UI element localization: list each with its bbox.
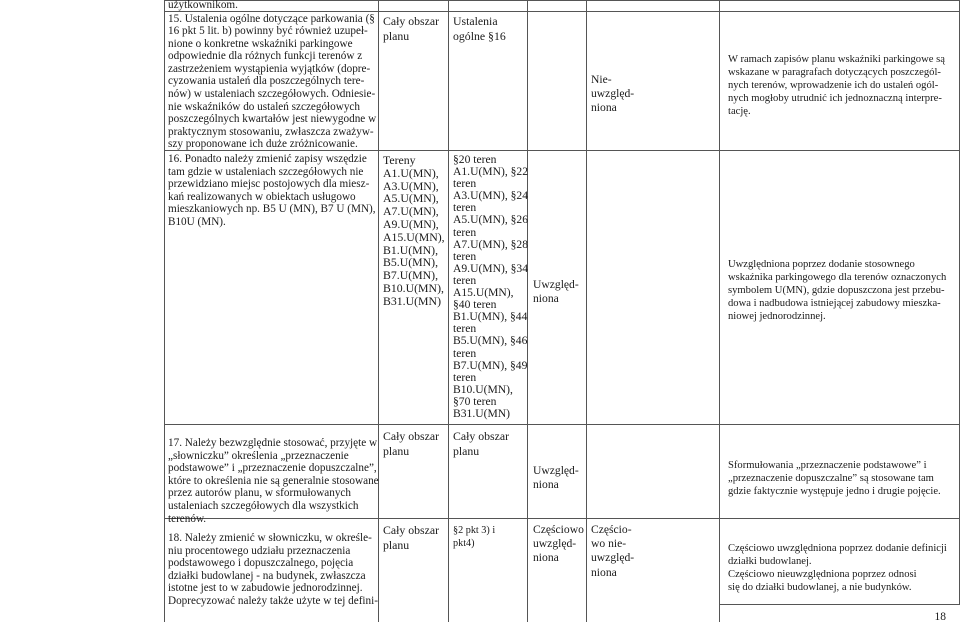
- row-divider: [719, 604, 960, 605]
- text-line: dowa i nadbudowa istniejącej zabudowy mieszka-: [728, 298, 941, 309]
- text-line: działki budowlanej - na budynek, zwłaszcza: [168, 569, 366, 582]
- text-line: Cały obszar: [383, 523, 440, 537]
- text-line: „słowniczku” określenia „przeznaczenie: [168, 449, 349, 462]
- text-line: B7.U(MN),: [383, 268, 439, 283]
- text-line: Częściowo: [533, 523, 584, 536]
- text-line: A1.U(MN), §22: [453, 165, 529, 179]
- text-line: teren: [453, 201, 477, 215]
- text-line: terenów.: [168, 512, 207, 525]
- col2-cell-1: [383, 14, 439, 43]
- col1-item-15: [168, 13, 376, 152]
- col4-cell-3: [533, 464, 579, 492]
- text-line: B1.U(MN),: [383, 242, 439, 257]
- text-line: poszczególnych kwartałów jest niewygodne w: [168, 113, 377, 126]
- text-line: tam gdzie w ustaleniach szczegółowych nie: [168, 165, 364, 178]
- text-line: uwzględ-: [533, 537, 577, 551]
- text-line: 15. Ustalenia ogólne dotyczące parkowania (§: [168, 12, 375, 25]
- text-line: 18. Należy zmienić w słowniczku, w określe-: [168, 532, 372, 544]
- text-line: nych terenów, wprowadzenie ich do ustaleń ogól-: [728, 80, 939, 91]
- text-line: uwzględ-: [591, 87, 635, 101]
- text-line: użytkownikom.: [168, 0, 238, 11]
- text-line: Uwzględniona poprzez dodanie stosownego: [728, 259, 915, 270]
- text-line: Częściowo uwzględniona poprzez dodanie definicji: [728, 543, 947, 554]
- text-line: B5.U(MN), §46: [453, 334, 528, 348]
- col6-cell-2: [728, 258, 946, 323]
- text-line: wo nie-: [591, 537, 627, 551]
- text-line: odpowiednie dla różnych funkcji terenów z: [168, 50, 363, 63]
- text-line: niona: [591, 101, 617, 115]
- text-line: ogólne §16: [453, 28, 506, 43]
- text-line: ustaleniach szczegółowych dla wszystkich: [168, 499, 359, 512]
- text-line: które to określenia nie są generalnie stosowane: [168, 474, 379, 487]
- text-line: Cały obszar: [383, 14, 440, 28]
- text-line: podstawowego i dopuszczalnego, pojęcia: [168, 557, 354, 570]
- text-line: §70 teren: [453, 394, 497, 408]
- text-line: zastrzeżeniem wystąpienia wyjątków (dopre-: [168, 62, 371, 75]
- col1-item-18: [168, 532, 378, 608]
- column-divider: [586, 0, 587, 622]
- col6-cell-3: [728, 459, 941, 498]
- text-line: §20 teren: [453, 153, 497, 166]
- text-line: uwzględ-: [591, 551, 635, 565]
- text-line: teren: [453, 273, 477, 287]
- text-line: niona: [591, 565, 617, 579]
- text-line: niona: [533, 551, 559, 565]
- text-line: symbolem U(MN), gdzie dopuszczona jest przebu-: [728, 285, 945, 296]
- text-line: Cały obszar: [383, 429, 440, 443]
- text-line: wskaźnika parkingowego dla terenów oznaczonych: [728, 272, 947, 283]
- column-divider: [378, 0, 379, 622]
- text-line: A15.U(MN),: [383, 229, 445, 244]
- text-line: nione o konkretne wskaźniki parkingowe: [168, 37, 353, 50]
- text-line: niona: [533, 292, 559, 306]
- row-divider: [164, 424, 960, 425]
- text-line: się do działki budowlanej, a nie budynków.: [728, 582, 912, 593]
- col5-cell-1: [591, 73, 634, 116]
- col2-cell-4: [383, 523, 439, 552]
- text-line: A5.U(MN), §26: [453, 213, 529, 227]
- text-line: podstawowe” i „przeznaczenie dopuszczalne”,: [168, 462, 377, 475]
- col3-cell-3: [453, 429, 509, 458]
- text-line: B10U (MN).: [168, 215, 226, 228]
- text-line: planu: [383, 28, 410, 43]
- text-line: teren: [453, 370, 477, 384]
- col1-item-16: [168, 153, 376, 229]
- text-line: B31.U(MN): [383, 293, 441, 308]
- col3-cell-1: [453, 14, 506, 43]
- text-line: A7.U(MN), §28: [453, 237, 529, 251]
- text-line: planu: [383, 443, 410, 458]
- text-line: teren: [453, 225, 477, 239]
- col6-cell-1: [728, 53, 945, 118]
- text-line: 16. Ponadto należy zmienić zapisy wszędzie: [168, 153, 367, 165]
- text-line: tację.: [728, 106, 751, 117]
- text-line: B31.U(MN): [453, 406, 511, 420]
- text-line: kań realizowanych w obiektach usługowo: [168, 190, 356, 203]
- col4-cell-2: [533, 278, 579, 306]
- text-line: Nie-: [591, 73, 612, 86]
- col3-cell-4: [453, 525, 495, 550]
- text-line: działki budowlanej.: [728, 556, 812, 567]
- text-line: A7.U(MN),: [383, 204, 439, 219]
- text-line: Ustalenia: [453, 14, 498, 28]
- text-line: Doprecyzować należy także użyte w tej defini-: [168, 594, 378, 607]
- text-line: Częścio-: [591, 523, 632, 536]
- col2-cell-2: [383, 154, 445, 308]
- column-divider: [164, 0, 165, 622]
- column-divider: [448, 0, 449, 622]
- text-line: planu: [453, 443, 480, 458]
- text-line: A3.U(MN), §24: [453, 189, 529, 203]
- text-line: planu: [383, 537, 410, 552]
- text-line: A9.U(MN),: [383, 216, 439, 231]
- col6-cell-4: [728, 542, 947, 594]
- text-line: §40 teren: [453, 298, 497, 312]
- text-line: Częściowo nieuwzględniona poprzez odnosi: [728, 569, 917, 580]
- text-line: Tereny: [383, 153, 416, 167]
- text-line: nych mogłoby utrudnić ich jednoznaczną interpre-: [728, 93, 942, 104]
- col2-cell-3: [383, 429, 439, 458]
- text-line: 16 pkt 5 lit. b) powinny być również uzupeł-: [168, 25, 368, 38]
- text-line: gdzie faktycznie występuje jedno i drugie pojęcie.: [728, 486, 941, 497]
- text-line: niona: [533, 478, 559, 492]
- text-line: W ramach zapisów planu wskaźniki parkingowe są: [728, 54, 945, 65]
- page-number: 18: [934, 611, 946, 623]
- text-line: teren: [453, 346, 477, 360]
- col5-cell-4: [591, 523, 634, 580]
- text-line: pkt4): [453, 537, 475, 549]
- text-line: teren: [453, 322, 477, 336]
- text-line: A3.U(MN),: [383, 178, 439, 193]
- text-line: A1.U(MN),: [383, 165, 439, 180]
- column-divider: [719, 0, 720, 622]
- text-line: niowej jednorodzinnej.: [728, 311, 826, 322]
- col4-cell-4: [533, 523, 584, 566]
- text-line: A5.U(MN),: [383, 191, 439, 206]
- col3-cell-2: [453, 154, 528, 420]
- row-divider: [164, 0, 960, 1]
- text-line: mieszkaniowych np. B5 U (MN), B7 U (MN),: [168, 203, 376, 216]
- col1-top-fragment: [168, 0, 238, 12]
- text-line: B10.U(MN),: [453, 382, 513, 396]
- text-line: nów) w ustaleniach szczegółowych. Odniesie-: [168, 88, 376, 101]
- text-line: wskazane w paragrafach dotyczących poszczegól-: [728, 67, 941, 78]
- text-line: B5.U(MN),: [383, 255, 439, 270]
- text-line: „przeznaczenie dopuszczalne” są stosowane tam: [728, 473, 934, 484]
- text-line: Uwzględ-: [533, 278, 579, 291]
- text-line: A15.U(MN),: [453, 286, 514, 300]
- text-line: teren: [453, 177, 477, 191]
- text-line: niu procentowego udziału przeznaczenia: [168, 544, 351, 557]
- text-line: B10.U(MN),: [383, 280, 444, 295]
- text-line: §2 pkt 3) i: [453, 525, 496, 536]
- text-line: 17. Należy bezwzględnie stosować, przyjęte w: [168, 437, 378, 449]
- text-line: B7.U(MN), §49: [453, 358, 528, 372]
- text-line: Uwzględ-: [533, 464, 579, 477]
- text-line: teren: [453, 249, 477, 263]
- col1-item-17: [168, 437, 379, 525]
- text-line: istotne jest to w zabudowie jednorodzinnej.: [168, 582, 363, 595]
- text-line: Cały obszar: [453, 429, 510, 443]
- text-line: praktycznym stosowaniu, zwłaszcza zważyw-: [168, 125, 374, 138]
- text-line: B1.U(MN), §44: [453, 310, 528, 324]
- text-line: A9.U(MN), §34: [453, 261, 529, 275]
- text-line: przewidziano miejsc postojowych dla miesz-: [168, 178, 370, 191]
- text-line: nie wskaźników do ustaleń szczegółowych: [168, 100, 360, 113]
- text-line: przez autorów planu, w sformułowanych: [168, 487, 351, 500]
- text-line: Sformułowania „przeznaczenie podstawowe” i: [728, 460, 927, 471]
- text-line: cyzowania ustaleń dla poszczególnych tere-: [168, 75, 365, 88]
- text-line: szy proponowane ich duże zróżnicowanie.: [168, 138, 358, 151]
